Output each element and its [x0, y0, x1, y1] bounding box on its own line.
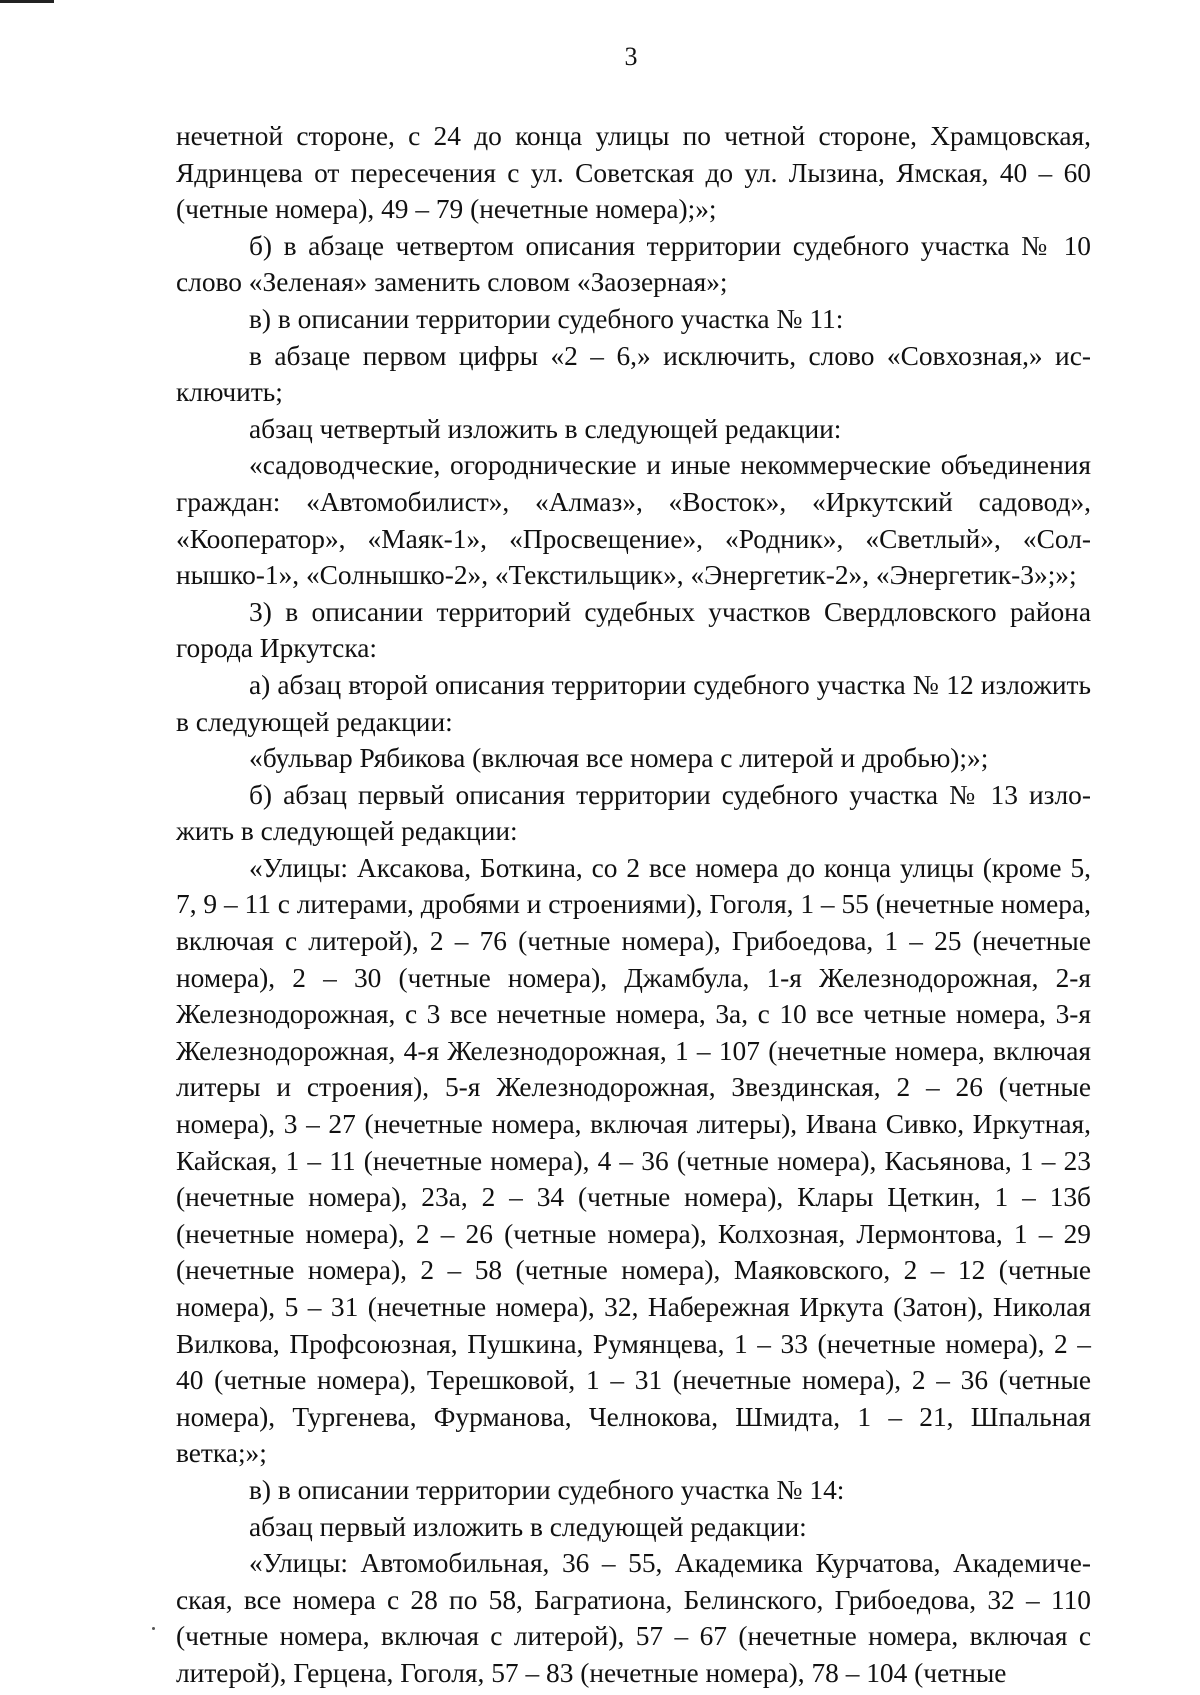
- paragraph-amendment-v-11: в) в описании территории судебного участка № 11:: [249, 303, 844, 334]
- scan-corner-mark: [0, 0, 54, 3]
- paragraph-sverdlovsky-intro: 3) в описании территорий судебных участков Свердловского района города Иркутска:: [176, 596, 1091, 664]
- paragraph-paragraph-one-14-intro: абзац первый изложить в следующей редакции:: [249, 1511, 807, 1542]
- document-body: [176, 118, 1091, 1692]
- paragraph-associations-list: «садоводческие, огороднические и иные некоммерческие объединения граждан: «Автомобилист», «Алмаз», «Восток», «Иркутский садовод», «Кооператор», «Маяк-1», «Просвещение», «Родник», «Светлый», «Солнышко-1», «Солнышко-2», «Текстильщик», «Энергетик-2», «Энергетик-3»;»;: [176, 450, 1091, 591]
- paragraph-amendment-b-13: б) абзац первый описания территории судебного участка № 13 изложить в следующей редакции:: [176, 779, 1091, 847]
- paragraph-streets-13: «Улицы: Аксакова, Боткина, со 2 все номера до конца улицы (кроме 5, 7, 9 – 11 с литерами, дробями и строениями), Гоголя, 1 – 55 (нечетные номера, включая с литерой), 2 – 76 (четные номера), Грибоедова, 1 – 25 (нечетные номера), 2 – 30 (четные номера), Джамбула, 1-я Железнодорожная, 2-я Железнодорожная, с 3 все нечетные номера, 3а, с 10 все четные номера, 3-я Железнодорожная, 4-я Железнодорожная, 1 – 107 (нечетные номера, включая литеры и строения), 5-я Железнодорожная, Звездинская, 2 – 26 (четные номера), 3 – 27 (нечетные номера, включая литеры), Ивана Сивко, Иркутная, Кайская, 1 – 11 (нечетные номера), 4 – 36 (четные номера), Касьянова, 1 – 23 (нечетные номера), 23а, 2 – 34 (четные номера), Клары Цеткин, 1 – 13б (нечетные номера), 2 – 26 (четные номера), Колхозная, Лермонтова, 1 – 29 (нечетные номера), 2 – 58 (четные номера), Маяковского, 2 – 12 (четные номера), 5 – 31 (нечетные номера), 32, Набережная Иркута (Затон), Николая Вилкова, Профсоюзная, Пушкина, Румянцева, 1 – 33 (нечетные номера), 2 – 40 (четные номера), Терешковой, 1 – 31 (нечетные номера), 2 – 36 (четные номера), Тургенева, Фурманова, Челнокова, Шмидта, 1 – 21, Шпальная ветка;»;: [176, 852, 1091, 1469]
- paragraph-amendment-b-10: б) в абзаце четвертом описания территории судебного участка № 10 слово «Зеленая» заменить словом «Заозерная»;: [176, 230, 1091, 298]
- paragraph-streets-14: «Улицы: Автомобильная, 36 – 55, Академика Курчатова, Академическая, все номера с 28 по 58, Багратиона, Белинского, Грибоедова, 32 – 110 (четные номера, включая с литерой), 57 – 67 (нечетные номера, включая с литерой), Герцена, Гоголя, 57 – 83 (нечетные номера), 78 – 104 (четные: [176, 1548, 1091, 1688]
- paragraph-paragraph-one-11: в абзаце первом цифры «2 – 6,» исключить, слово «Совхозная,» исключить;: [176, 340, 1091, 408]
- scan-speck: [152, 1627, 155, 1630]
- paragraph-paragraph-four-intro: абзац четвертый изложить в следующей редакции:: [249, 413, 842, 444]
- paragraph-ryabikova: «бульвар Рябикова (включая все номера с литерой и дробью);»;: [249, 743, 989, 774]
- paragraph-continuation: нечетной стороне, с 24 до конца улицы по четной стороне, Храмцовская, Ядринцева от пересечения с ул. Советская до ул. Лызина, Ямская, 40 – 60 (четные номера), 49 – 79 (нечетные номера);»;: [176, 121, 1091, 225]
- page-number: 3: [624, 42, 638, 71]
- paragraph-amendment-v-14: в) в описании территории судебного участка № 14:: [249, 1474, 845, 1505]
- paragraph-amendment-a-12: а) абзац второй описания территории судебного участка № 12 изложить в следующей редакции:: [176, 669, 1091, 737]
